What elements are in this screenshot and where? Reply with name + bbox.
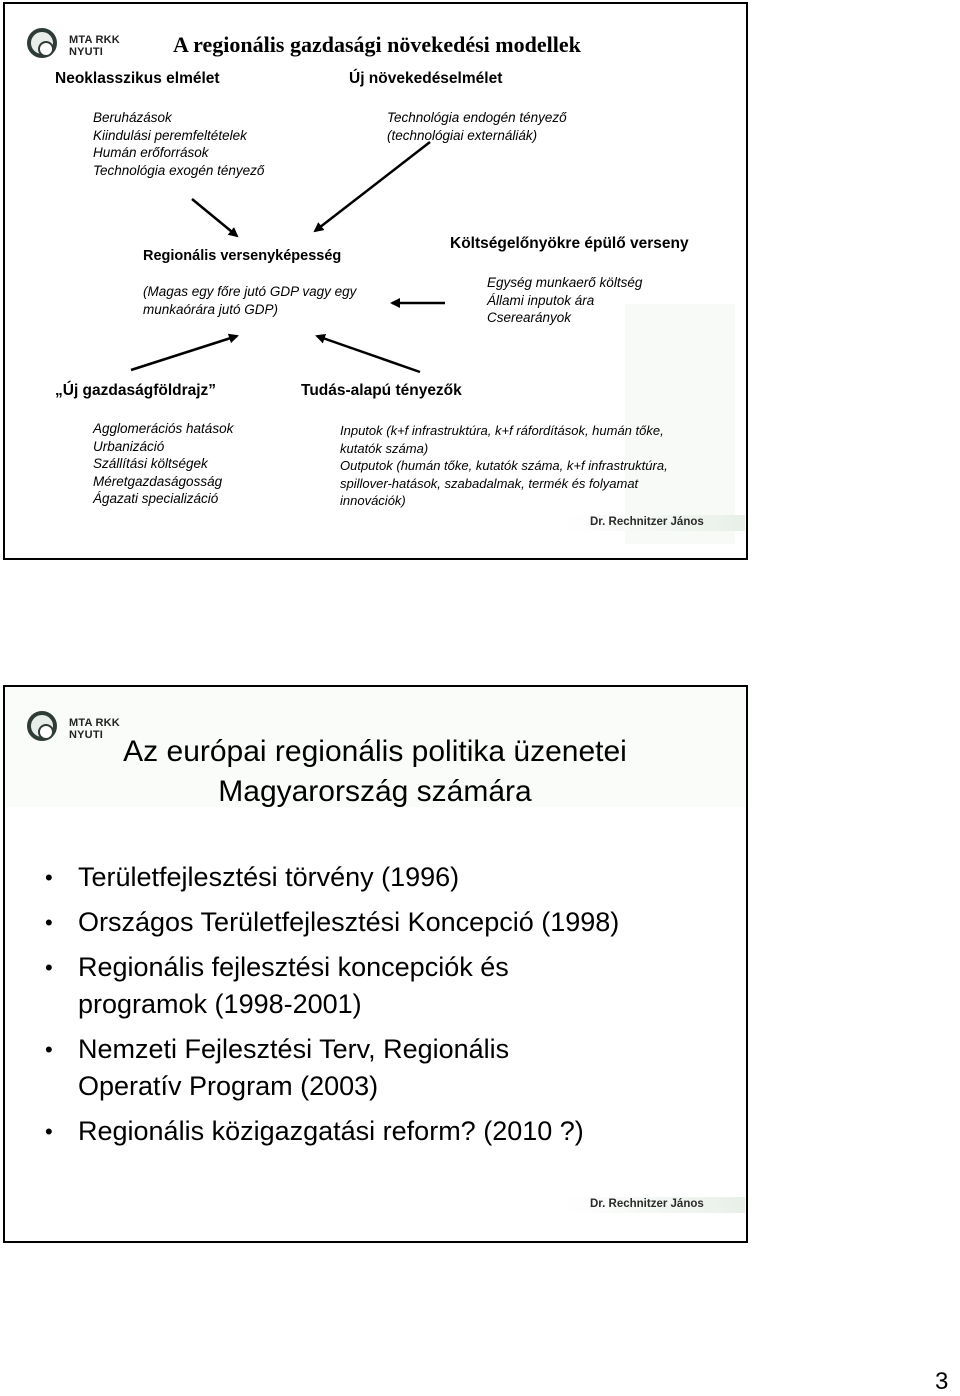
list-item: Beruházások <box>93 110 172 125</box>
list-item: Humán erőforrások <box>93 145 209 160</box>
list-item: (technológiai externáliák) <box>387 127 538 143</box>
list-item: spillover-hatások, szabadalmak, termék és folyamat <box>340 475 639 491</box>
slide-eu-policy <box>3 685 748 1243</box>
cost-advantage-heading: Költségelőnyökre épülő verseny <box>450 235 689 252</box>
slide-title: A regionális gazdasági növekedési modellek <box>173 32 581 57</box>
list-item: Technológia exogén tényező <box>93 162 265 178</box>
list-item: Inputok (k+f infrastruktúra, k+f ráfordítások, humán tőke, <box>340 423 664 438</box>
neoclassical-heading: Neoklasszikus elmélet <box>55 70 220 87</box>
list-item: Állami inputok ára <box>487 292 595 308</box>
arrow-knowledge-to-competitiveness <box>317 336 420 372</box>
bullet-text: Nemzeti Fejlesztési Terv, Regionális <box>78 1034 510 1064</box>
list-item: Ágazati specializáció <box>93 491 219 506</box>
list-item: Cserearányok <box>487 310 572 325</box>
bullet-list <box>45 859 619 1158</box>
list-item: Egység munkaerő költség <box>487 275 643 290</box>
logo-text: MTA RKK NYUTI <box>69 34 120 58</box>
list-item: (Magas egy főre jutó GDP vagy egy <box>143 284 357 299</box>
page-number: 3 <box>935 1368 949 1395</box>
author-name: Dr. Rechnitzer János <box>590 516 704 528</box>
new-geography-heading: „Új gazdaságföldrajz” <box>55 382 217 399</box>
list-item: innovációk) <box>340 493 406 508</box>
new-growth-heading: Új növekedéselmélet <box>349 70 503 87</box>
diagram-arrows <box>5 4 748 560</box>
list-item: kutatók száma) <box>340 440 429 456</box>
list-item: Agglomerációs hatások <box>93 421 234 436</box>
bullet-item <box>45 949 619 1023</box>
author-name: Dr. Rechnitzer János <box>590 1198 704 1210</box>
list-item: Technológia endogén tényező <box>387 110 567 125</box>
slide-growth-models <box>3 2 748 560</box>
list-item: Méretgazdaságosság <box>93 473 223 489</box>
bullet-text: programok (1998-2001) <box>78 989 362 1019</box>
bullet-item <box>45 1031 619 1105</box>
bullet-item <box>45 859 619 896</box>
bullet-text: Regionális fejlesztési koncepciók és <box>78 952 509 982</box>
competitiveness-heading: Regionális versenyképesség <box>143 248 342 264</box>
logo-text: MTA RKK NYUTI <box>69 717 120 741</box>
arrow-neoclassical-to-competitiveness <box>192 199 237 236</box>
knowledge-heading: Tudás-alapú tényezők <box>301 382 462 399</box>
bullet-text: Területfejlesztési törvény (1996) <box>78 862 460 892</box>
bullet-text: Országos Területfejlesztési Koncepció (1998) <box>78 907 620 937</box>
list-item: munkaórára jutó GDP) <box>143 301 279 317</box>
bullet-item <box>45 904 619 941</box>
list-item: Outputok (humán tőke, kutatók száma, k+f infrastruktúra, <box>340 458 668 473</box>
bullet-text: Operatív Program (2003) <box>78 1071 379 1101</box>
slide-title-line-2: Magyarország számára <box>218 775 532 808</box>
bullet-text: Regionális közigazgatási reform? (2010 ?) <box>78 1116 584 1146</box>
list-item: Szállítási költségek <box>93 456 208 471</box>
slide-title-line-1: Az európai regionális politika üzenetei <box>123 735 627 768</box>
bullet-item <box>45 1113 619 1150</box>
arrow-newgrowth-to-competitiveness <box>315 142 430 231</box>
arrow-geography-to-competitiveness <box>131 336 237 370</box>
list-item: Urbanizáció <box>93 438 165 454</box>
list-item: Kiindulási peremfeltételek <box>93 127 247 143</box>
